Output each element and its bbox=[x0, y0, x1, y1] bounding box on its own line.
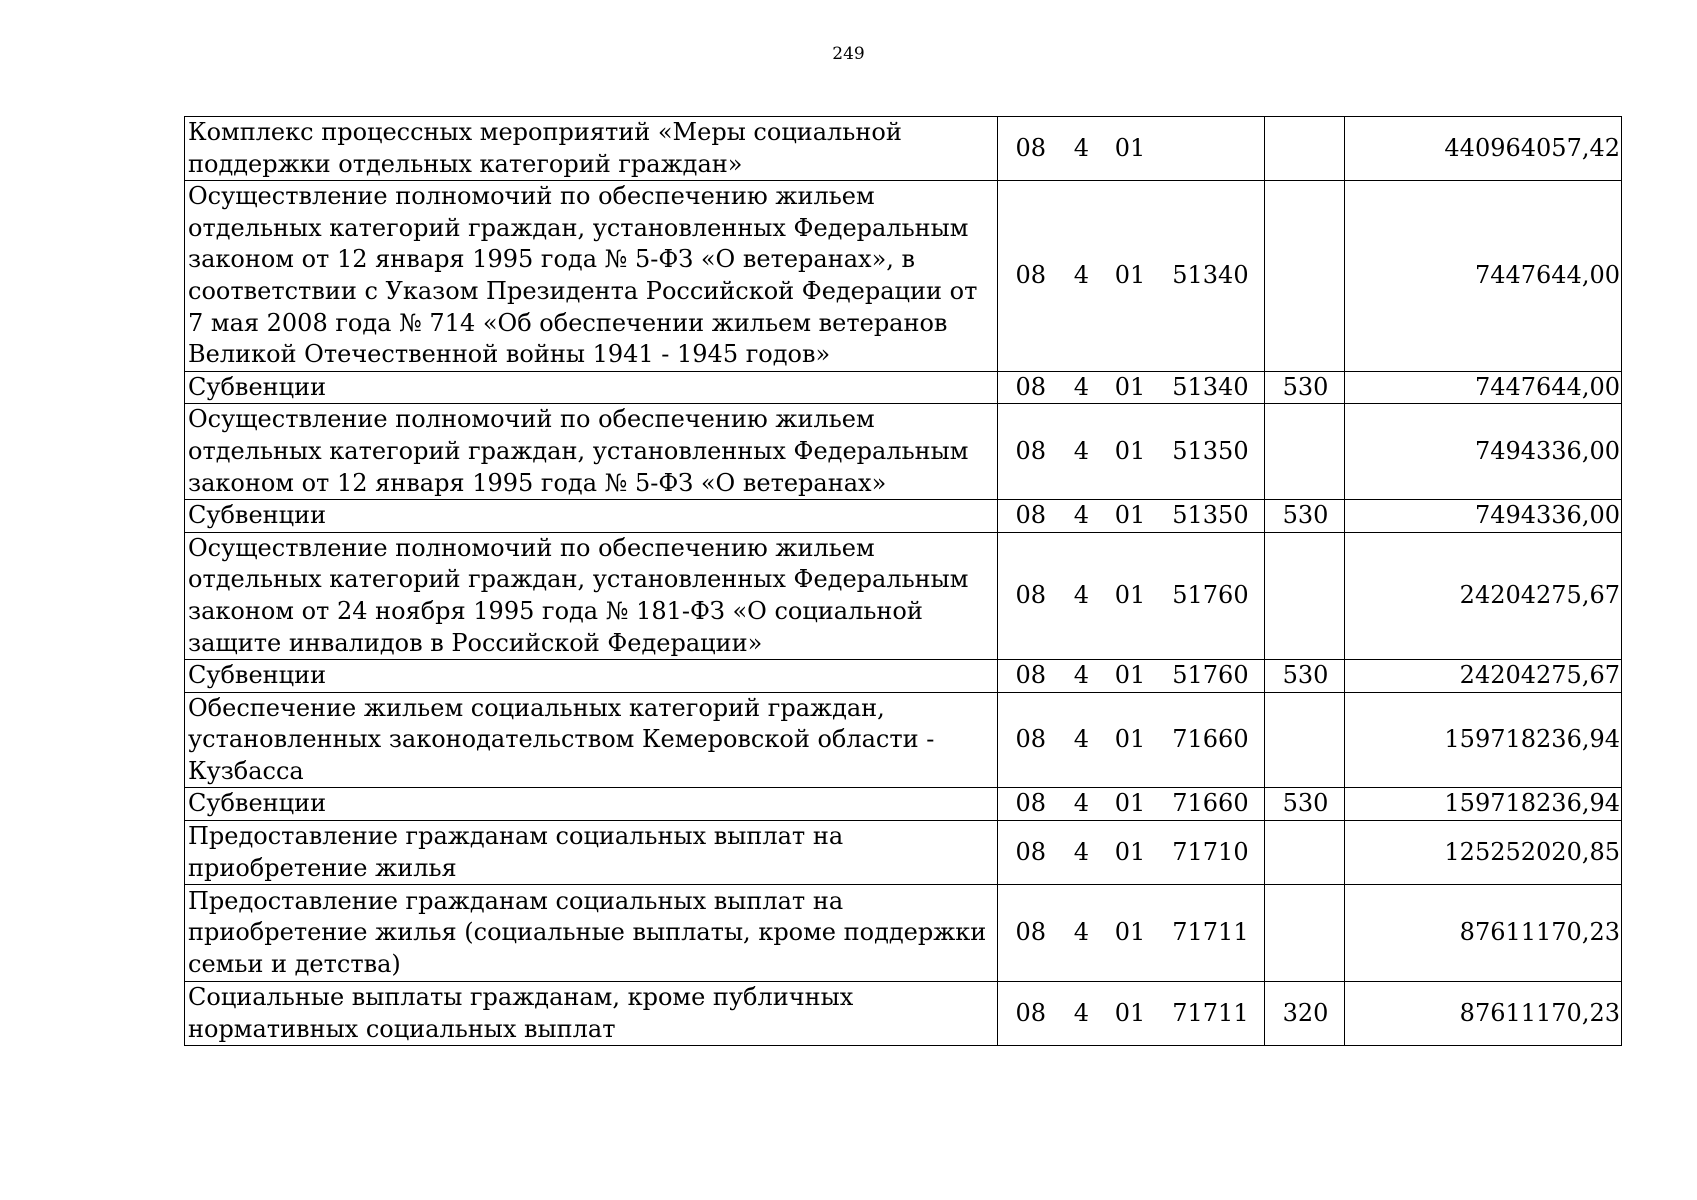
code-activity: 01 bbox=[1114, 261, 1146, 290]
code-program: 08 bbox=[1015, 661, 1047, 690]
table-row bbox=[185, 117, 1622, 181]
row-amount: 87611170,23 bbox=[1345, 982, 1622, 1046]
code-subprogram: 4 bbox=[1073, 918, 1090, 947]
row-target-code bbox=[998, 821, 1265, 885]
row-expense-type: 320 bbox=[1265, 982, 1345, 1046]
row-expense-type bbox=[1265, 181, 1345, 372]
code-program: 08 bbox=[1015, 725, 1047, 754]
row-target-code bbox=[998, 660, 1265, 693]
code-activity: 01 bbox=[1114, 725, 1146, 754]
code-program: 08 bbox=[1015, 999, 1047, 1028]
row-expense-type bbox=[1265, 821, 1345, 885]
code-activity: 01 bbox=[1114, 372, 1146, 401]
code-activity: 01 bbox=[1114, 436, 1146, 465]
row-name: Осуществление полномочий по обеспечению жильем отдельных категорий граждан, установленных Федеральным законом от 24 ноября 1995 года № 181-ФЗ «О социальной защите инвалидов в Российской Федерации» bbox=[185, 532, 998, 659]
row-amount: 159718236,94 bbox=[1345, 788, 1622, 821]
code-direction: 51340 bbox=[1172, 261, 1249, 290]
row-target-code bbox=[998, 371, 1265, 404]
row-amount: 159718236,94 bbox=[1345, 692, 1622, 788]
code-subprogram: 4 bbox=[1073, 501, 1090, 530]
code-program: 08 bbox=[1015, 581, 1047, 610]
code-subprogram: 4 bbox=[1073, 581, 1090, 610]
code-activity: 01 bbox=[1114, 837, 1146, 866]
code-direction: 51350 bbox=[1172, 501, 1249, 530]
code-subprogram: 4 bbox=[1073, 261, 1090, 290]
row-expense-type bbox=[1265, 117, 1345, 181]
code-direction: 71710 bbox=[1172, 837, 1249, 866]
row-name: Обеспечение жильем социальных категорий граждан, установленных законодательством Кемеровской области - Кузбасса bbox=[185, 692, 998, 788]
table-row bbox=[185, 532, 1622, 659]
row-target-code bbox=[998, 982, 1265, 1046]
row-target-code bbox=[998, 692, 1265, 788]
code-direction: 51340 bbox=[1172, 372, 1249, 401]
table-row bbox=[185, 660, 1622, 693]
row-expense-type bbox=[1265, 532, 1345, 659]
code-direction: 71660 bbox=[1172, 725, 1249, 754]
table-row bbox=[185, 404, 1622, 500]
row-name: Субвенции bbox=[185, 660, 998, 693]
table-row bbox=[185, 692, 1622, 788]
code-activity: 01 bbox=[1114, 789, 1146, 818]
row-amount: 24204275,67 bbox=[1345, 532, 1622, 659]
table-row bbox=[185, 821, 1622, 885]
row-amount: 7494336,00 bbox=[1345, 500, 1622, 533]
budget-table-body bbox=[185, 117, 1622, 1046]
row-name: Субвенции bbox=[185, 788, 998, 821]
table-row bbox=[185, 371, 1622, 404]
row-expense-type: 530 bbox=[1265, 788, 1345, 821]
code-subprogram: 4 bbox=[1073, 725, 1090, 754]
code-program: 08 bbox=[1015, 261, 1047, 290]
code-program: 08 bbox=[1015, 133, 1047, 162]
row-amount: 24204275,67 bbox=[1345, 660, 1622, 693]
row-name: Субвенции bbox=[185, 371, 998, 404]
row-amount: 7447644,00 bbox=[1345, 181, 1622, 372]
row-amount: 7447644,00 bbox=[1345, 371, 1622, 404]
code-direction: 71660 bbox=[1172, 789, 1249, 818]
code-subprogram: 4 bbox=[1073, 436, 1090, 465]
row-name: Осуществление полномочий по обеспечению жильем отдельных категорий граждан, установленных Федеральным законом от 12 января 1995 года № 5-ФЗ «О ветеранах», в соответствии с Указом Президента Российской Федерации от 7 мая 2008 года № 714 «Об обеспечении жильем ветеранов Великой Отечественной войны 1941 - 1945 годов» bbox=[185, 181, 998, 372]
row-name: Предоставление гражданам социальных выплат на приобретение жилья (социальные выплаты, кроме поддержки семьи и детства) bbox=[185, 885, 998, 982]
row-target-code bbox=[998, 404, 1265, 500]
row-name: Осуществление полномочий по обеспечению жильем отдельных категорий граждан, установленных Федеральным законом от 12 января 1995 года № 5-ФЗ «О ветеранах» bbox=[185, 404, 998, 500]
row-amount: 440964057,42 bbox=[1345, 117, 1622, 181]
code-program: 08 bbox=[1015, 501, 1047, 530]
table-row bbox=[185, 982, 1622, 1046]
code-subprogram: 4 bbox=[1073, 789, 1090, 818]
table-row bbox=[185, 788, 1622, 821]
code-program: 08 bbox=[1015, 837, 1047, 866]
row-target-code bbox=[998, 181, 1265, 372]
row-name: Предоставление гражданам социальных выплат на приобретение жилья bbox=[185, 821, 998, 885]
row-target-code bbox=[998, 788, 1265, 821]
row-amount: 7494336,00 bbox=[1345, 404, 1622, 500]
code-subprogram: 4 bbox=[1073, 999, 1090, 1028]
row-expense-type bbox=[1265, 404, 1345, 500]
row-expense-type: 530 bbox=[1265, 660, 1345, 693]
code-activity: 01 bbox=[1114, 999, 1146, 1028]
code-direction: 51760 bbox=[1172, 581, 1249, 610]
code-program: 08 bbox=[1015, 372, 1047, 401]
row-amount: 125252020,85 bbox=[1345, 821, 1622, 885]
row-target-code bbox=[998, 117, 1265, 181]
code-activity: 01 bbox=[1114, 501, 1146, 530]
code-activity: 01 bbox=[1114, 661, 1146, 690]
code-activity: 01 bbox=[1114, 581, 1146, 610]
table-row bbox=[185, 885, 1622, 982]
row-target-code bbox=[998, 500, 1265, 533]
code-program: 08 bbox=[1015, 789, 1047, 818]
code-direction: 51760 bbox=[1172, 661, 1249, 690]
budget-table bbox=[184, 116, 1622, 1046]
code-subprogram: 4 bbox=[1073, 837, 1090, 866]
row-expense-type: 530 bbox=[1265, 500, 1345, 533]
row-target-code bbox=[998, 885, 1265, 982]
table-row bbox=[185, 181, 1622, 372]
code-direction: 51350 bbox=[1172, 436, 1249, 465]
row-expense-type: 530 bbox=[1265, 371, 1345, 404]
code-subprogram: 4 bbox=[1073, 661, 1090, 690]
row-target-code bbox=[998, 532, 1265, 659]
table-row bbox=[185, 500, 1622, 533]
code-subprogram: 4 bbox=[1073, 133, 1090, 162]
code-program: 08 bbox=[1015, 436, 1047, 465]
code-program: 08 bbox=[1015, 918, 1047, 947]
code-activity: 01 bbox=[1114, 918, 1146, 947]
code-subprogram: 4 bbox=[1073, 372, 1090, 401]
code-direction: 71711 bbox=[1172, 999, 1249, 1028]
code-activity: 01 bbox=[1114, 133, 1146, 162]
code-direction: 71711 bbox=[1172, 918, 1249, 947]
page-number: 249 bbox=[832, 44, 865, 64]
row-name: Субвенции bbox=[185, 500, 998, 533]
row-expense-type bbox=[1265, 885, 1345, 982]
row-expense-type bbox=[1265, 692, 1345, 788]
row-amount: 87611170,23 bbox=[1345, 885, 1622, 982]
row-name: Комплекс процессных мероприятий «Меры социальной поддержки отдельных категорий граждан» bbox=[185, 117, 998, 181]
row-name: Социальные выплаты гражданам, кроме публичных нормативных социальных выплат bbox=[185, 982, 998, 1046]
